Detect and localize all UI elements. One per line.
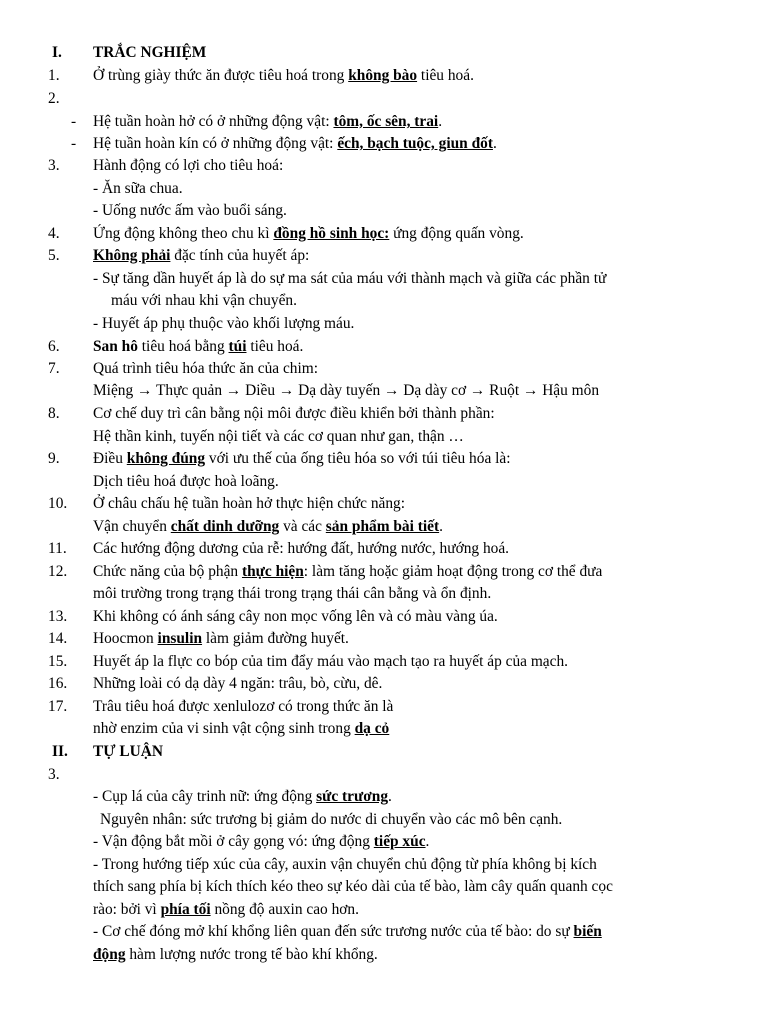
essay-3b: - Vận động bắt mồi ở cây gọng vó: ứng động tiếp xúc. (93, 833, 430, 850)
item-3b: - Uống nước ấm vào buổi sáng. (93, 202, 287, 219)
essay-3a-cause: Nguyên nhân: sức trương bị giảm do nước di chuyển vào các mô bên cạnh. (100, 811, 563, 828)
essay-3c: - Trong hướng tiếp xúc của cây, auxin vận chuyển chủ động từ phía không bị kích (93, 856, 597, 873)
item-5a: - Sự tăng dần huyết áp là do sự ma sát của máu với thành mạch và giữa các phần tử (93, 270, 607, 287)
item-8a: Hệ thần kinh, tuyến nội tiết và các cơ quan như gan, thận … (93, 428, 464, 445)
item-5b: - Huyết áp phụ thuộc vào khối lượng máu. (93, 315, 355, 332)
item-3a: - Ăn sữa chua. (93, 180, 183, 197)
essay-3c-end: rào: bởi vì phía tối nồng độ auxin cao hơn. (93, 901, 359, 918)
item-5a-cont: máu với nhau khi vận chuyển. (111, 292, 297, 309)
item-12a: môi trường trong trạng thái trong trạng thái cân bằng và ổn định. (93, 585, 492, 602)
item-9a: Dịch tiêu hoá được hoà loãng. (93, 473, 279, 490)
essay-3c-cont: thích sang phía bị kích thích kéo theo sự kéo dài của tế bào, làm cây quấn quanh cọc (93, 878, 613, 895)
essay-3d-cont: động hàm lượng nước trong tế bào khí khổng. (93, 946, 378, 963)
document-page: I. TRẮC NGHIỆM 1. Ở trùng giày thức ăn được tiêu hoá trong không bào tiêu hoá. 2. - Hệ tuần hoàn hở có ở những động vật: tôm, ốc sên, trai. - Hệ tuần hoàn kín có ở những động vật: ếch, bạch tuộc, giun đốt. 3. Hành động có lợi cho tiêu hoá: - Ăn sữa chua. - Uống nước ấm vào buổi sáng. 4. Ứng động không theo chu kì đồng hồ sinh học: ứng động quấn vòng. 5. Không phải đặc tính của huyết áp: - Sự tăng dần huyết áp là do sự ma sát của máu với thành mạch và giữa các phần tử máu với nhau khi vận chuyển. - Huyết áp phụ thuộc vào khối lượng máu. 6. San hô tiêu hoá bằng túi tiêu hoá. 7. Quá trình tiêu hóa thức ăn của chim: Miệng → Thực quản → Diều → Dạ dày tuyến → Dạ dày cơ → Ruột → Hậu môn 8. Cơ chế duy trì cân bằng nội môi được điều khiển bởi thành phần: Hệ thần kinh, tuyến nội tiết và các cơ quan như gan, thận … 9. Điều không đúng với ưu thế của ống tiêu hóa so với túi tiêu hóa là: Dịch tiêu hoá được hoà loãng. 10. Ở châu chấu hệ tuần hoàn hở thực hiện chức năng: Vận chuyển chất dinh dưỡng và các sản phẩm bài tiết. 11. Các hướng động dương của rễ: hướng đất, hướng nước, hướng hoá. 12. Chức năng của bộ phận thực hiện: làm tăng hoặc giảm hoạt động trong cơ thể đưa môi trường trong trạng thái trong trạng thái cân bằng và ổn định. 13. Khi không có ánh sáng cây non mọc vống lên và có màu vàng úa. 14. Hoocmon insulin làm giảm đường huyết. 15. Huyết áp la flực co bóp của tim đẩy máu vào mạch tạo ra huyết áp của mạch. 16. Những loài có dạ dày 4 ngăn: trâu, bò, cừu, dê. 17. Trâu tiêu hoá được xenlulozơ có trong thức ăn là nhờ enzim của vi sinh vật cộng sinh trong dạ cỏ II. TỰ LUẬN 3. - Cụp lá của cây trinh nữ: ứng động sức trương. Nguyên nhân: sức trương bị giảm do nước di chuyển vào các mô bên cạnh. - Vận động bắt mồi ở cây gọng vó: ứng động tiếp xúc. - Trong hướng tiếp xúc của cây, auxin vận chuyển chủ động từ phía không bị kích thích sang phía bị kích thích kéo theo sự kéo dài của tế bào, làm cây quấn quanh cọc rào: bởi vì phía tối nồng độ auxin cao hơn. - Cơ chế đóng mở khí khổng liên quan đến sức trương nước của tế bào: do sự biến động hàm lượng nước trong tế bào khí khổng. (48, 44, 613, 963)
item-10a: Vận chuyển chất dinh dưỡng và các sản phẩm bài tiết. (93, 518, 443, 535)
essay-3d: - Cơ chế đóng mở khí khổng liên quan đến sức trương nước của tế bào: do sự biến (93, 923, 602, 940)
item-17a: nhờ enzim của vi sinh vật cộng sinh trong dạ cỏ (93, 720, 390, 737)
item-7-flow: Miệng → Thực quản → Diều → Dạ dày tuyến → Dạ dày cơ → Ruột → Hậu môn (93, 382, 600, 399)
essay-3a: - Cụp lá của cây trinh nữ: ứng động sức trương. (93, 788, 392, 805)
